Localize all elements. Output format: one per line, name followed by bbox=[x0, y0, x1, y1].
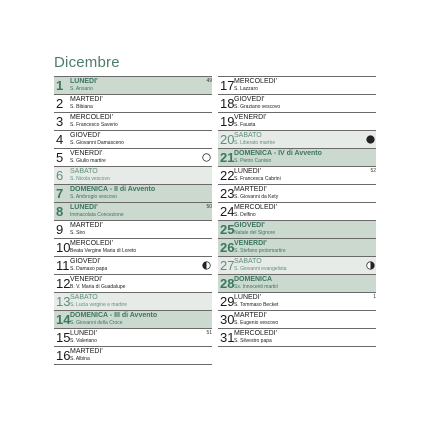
saint-name: Ss. Innocenti martiri bbox=[234, 284, 279, 290]
weekday-label: VENERDI' bbox=[234, 114, 267, 121]
day-number: 15 bbox=[56, 330, 71, 345]
day-number: 18 bbox=[220, 96, 235, 111]
saint-name: S. Lucia vergine e martire bbox=[70, 302, 127, 308]
saint-name: S. Bibiana bbox=[70, 104, 93, 110]
calendar-column-left bbox=[54, 76, 212, 365]
day-number: 7 bbox=[56, 186, 64, 201]
weekday-label: SABATO bbox=[70, 294, 98, 301]
day-number: 13 bbox=[56, 294, 71, 309]
calendar-day-row bbox=[54, 238, 212, 256]
calendar-day-row bbox=[54, 346, 212, 365]
saint-name: S. Giovanni della Croce bbox=[70, 320, 123, 326]
saint-name: S. Damaso papa bbox=[70, 266, 108, 272]
calendar-day-row bbox=[218, 112, 376, 130]
weekday-label: VENERDI' bbox=[234, 240, 267, 247]
day-number: 19 bbox=[220, 114, 235, 129]
weekday-label: VENERDI' bbox=[70, 150, 103, 157]
week-number: 52 bbox=[370, 168, 376, 174]
calendar-day-row bbox=[54, 166, 212, 184]
day-number: 26 bbox=[220, 240, 235, 255]
calendar-day-row bbox=[218, 328, 376, 347]
weekday-label: VENERDI' bbox=[70, 276, 103, 283]
calendar-day-row bbox=[218, 166, 376, 184]
calendar-day-row bbox=[218, 202, 376, 220]
saint-name: S. Fausta bbox=[234, 122, 256, 128]
saint-name: S. Stefano protomartire bbox=[234, 248, 286, 254]
calendar-day-row bbox=[54, 310, 212, 328]
day-number: 5 bbox=[56, 150, 64, 165]
day-number: 4 bbox=[56, 132, 64, 147]
weekday-label: DOMENICA - II di Avvento bbox=[70, 186, 156, 193]
saint-name: Beata Vergine Maria di Loreto bbox=[70, 248, 137, 254]
week-number: 1 bbox=[373, 294, 376, 300]
saint-name: S. Delfino bbox=[234, 212, 256, 218]
weekday-label: MERCOLEDI' bbox=[234, 78, 277, 85]
saint-name: S. Nicola vescovo bbox=[70, 176, 110, 182]
weekday-label: SABATO bbox=[234, 132, 262, 139]
calendar-day-row bbox=[218, 274, 376, 292]
calendar-day-row bbox=[218, 256, 376, 274]
weekday-label: MARTEDI' bbox=[70, 222, 103, 229]
weekday-label: DOMENICA - IV di Avvento bbox=[234, 150, 322, 157]
day-number: 25 bbox=[220, 222, 235, 237]
weekday-label: SABATO bbox=[234, 258, 262, 265]
day-number: 12 bbox=[56, 276, 71, 291]
calendar-day-row bbox=[54, 94, 212, 112]
calendar-day-row bbox=[218, 220, 376, 238]
calendar-day-row bbox=[54, 328, 212, 346]
day-number: 14 bbox=[56, 312, 71, 327]
saint-name: Immacolata Concezione bbox=[70, 212, 124, 218]
day-number: 16 bbox=[56, 348, 71, 363]
weekday-label: GIOVEDI' bbox=[234, 222, 265, 229]
day-number: 10 bbox=[56, 240, 71, 255]
calendar-day-row bbox=[54, 256, 212, 274]
day-number: 2 bbox=[56, 96, 64, 111]
weekday-label: GIOVEDI' bbox=[70, 132, 101, 139]
day-number: 31 bbox=[220, 330, 235, 345]
day-number: 8 bbox=[56, 204, 64, 219]
weekday-label: MARTEDI' bbox=[234, 312, 267, 319]
weekday-label: DOMENICA - III di Avvento bbox=[70, 312, 158, 319]
saint-name: S. Graziano vescovo bbox=[234, 104, 281, 110]
weekday-label: MARTEDI' bbox=[234, 186, 267, 193]
saint-name: S. Pietro Canisio bbox=[234, 158, 272, 164]
calendar-day-row bbox=[54, 274, 212, 292]
day-number: 17 bbox=[220, 78, 235, 93]
calendar-day-row bbox=[218, 184, 376, 202]
day-number: 11 bbox=[56, 258, 70, 273]
day-number: 6 bbox=[56, 168, 64, 183]
saint-name: S. Francesco Saverio bbox=[70, 122, 118, 128]
day-number: 23 bbox=[220, 186, 235, 201]
day-number: 21 bbox=[220, 150, 235, 165]
weekday-label: MERCOLEDI' bbox=[70, 114, 113, 121]
saint-name: S. Liberato martire bbox=[234, 140, 276, 146]
weekday-label: MARTEDI' bbox=[70, 96, 103, 103]
day-number: 27 bbox=[220, 258, 235, 273]
saint-name: S. Francesca Cabrini bbox=[234, 176, 281, 182]
calendar-day-row bbox=[218, 130, 376, 148]
calendar-day-row bbox=[218, 292, 376, 310]
saint-name: S. Giovanni Damasceno bbox=[70, 140, 124, 146]
day-number: 30 bbox=[220, 312, 235, 327]
weekday-label: MARTEDI' bbox=[70, 348, 103, 355]
first-quarter-moon-icon bbox=[366, 261, 375, 270]
calendar-day-row bbox=[54, 202, 212, 220]
saint-name: S. Albina bbox=[70, 356, 90, 362]
calendar-day-row bbox=[54, 220, 212, 238]
week-number: 50 bbox=[206, 204, 212, 210]
last-quarter-moon-icon bbox=[202, 261, 211, 270]
saint-name: S. Valeriano bbox=[70, 338, 97, 344]
calendar-day-row bbox=[54, 184, 212, 202]
day-number: 20 bbox=[220, 132, 235, 147]
weekday-label: LUNEDI' bbox=[70, 78, 98, 85]
weekday-label: MERCOLEDI' bbox=[234, 330, 277, 337]
weekday-label: MERCOLEDI' bbox=[234, 204, 277, 211]
calendar-day-row bbox=[218, 148, 376, 166]
week-number: 51 bbox=[206, 330, 212, 336]
week-number: 49 bbox=[206, 78, 212, 84]
saint-name: S. Tommaso Becket bbox=[234, 302, 279, 308]
saint-name: S. Ansano bbox=[70, 86, 93, 92]
weekday-label: GIOVEDI' bbox=[70, 258, 101, 265]
weekday-label: SABATO bbox=[70, 168, 98, 175]
saint-name: S. Giovanni da Kety bbox=[234, 194, 279, 200]
calendar-day-row bbox=[218, 94, 376, 112]
saint-name: S. Lazzaro bbox=[234, 86, 258, 92]
day-number: 22 bbox=[220, 168, 235, 183]
new-moon-icon bbox=[366, 135, 375, 144]
calendar-day-row bbox=[54, 112, 212, 130]
calendar-day-row bbox=[218, 76, 376, 94]
page-title: Dicembre bbox=[54, 54, 120, 71]
weekday-label: MERCOLEDI' bbox=[70, 240, 113, 247]
calendar-day-row bbox=[54, 292, 212, 310]
saint-name: S. Ambrogio vescovo bbox=[70, 194, 117, 200]
calendar-column-right bbox=[218, 76, 376, 347]
full-moon-icon bbox=[202, 153, 211, 162]
calendar-day-row bbox=[54, 76, 212, 94]
weekday-label: LUNEDI' bbox=[70, 204, 98, 211]
day-number: 28 bbox=[220, 276, 235, 291]
saint-name: S. Silvestro papa bbox=[234, 338, 272, 344]
day-number: 1 bbox=[56, 78, 64, 93]
saint-name: S. Siro bbox=[70, 230, 86, 236]
weekday-label: LUNEDI' bbox=[234, 294, 262, 301]
calendar-day-row bbox=[218, 238, 376, 256]
saint-name: Natale del Signore bbox=[234, 230, 276, 236]
weekday-label: DOMENICA bbox=[234, 276, 273, 283]
weekday-label: LUNEDI' bbox=[234, 168, 262, 175]
saint-name: S. Giovanni evangelista bbox=[234, 266, 287, 272]
saint-name: S. Eugenio vescovo bbox=[234, 320, 279, 326]
calendar-day-row bbox=[54, 148, 212, 166]
saint-name: B. V. Maria di Guadalupe bbox=[70, 284, 126, 290]
day-number: 3 bbox=[56, 114, 64, 129]
calendar-day-row bbox=[54, 130, 212, 148]
calendar-day-row bbox=[218, 310, 376, 328]
weekday-label: GIOVEDI' bbox=[234, 96, 265, 103]
day-number: 29 bbox=[220, 294, 235, 309]
saint-name: S. Giulio martire bbox=[70, 158, 106, 164]
weekday-label: LUNEDI' bbox=[70, 330, 98, 337]
day-number: 24 bbox=[220, 204, 235, 219]
day-number: 9 bbox=[56, 222, 64, 237]
